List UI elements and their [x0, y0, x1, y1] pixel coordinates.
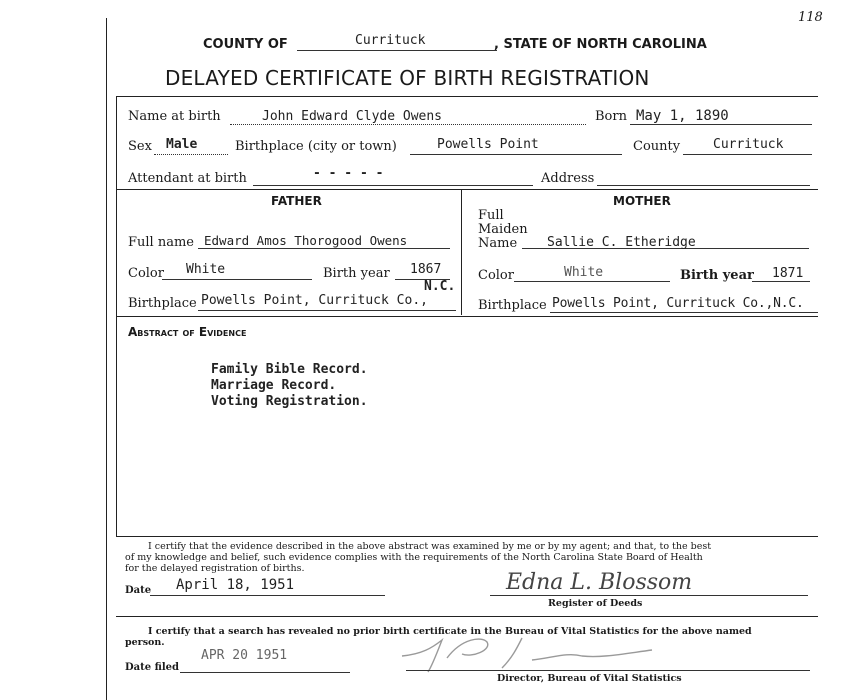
father-birthplace-value: Powells Point, Currituck Co., [201, 293, 428, 308]
page-number: 118 [798, 10, 823, 25]
birthplace-value: Powells Point [437, 137, 539, 152]
father-birthplace-underline [198, 310, 456, 311]
date-filed-underline [180, 672, 350, 673]
child-county-value: Currituck [713, 137, 784, 152]
header-divider [116, 96, 818, 97]
parents-bottom-divider [116, 316, 818, 317]
evidence-heading: Abstract of Evidence [128, 325, 247, 339]
left-border [106, 18, 107, 700]
parents-column-divider [461, 189, 462, 315]
mother-name-label-maiden: Maiden [478, 222, 528, 237]
mother-birthplace-underline [550, 312, 818, 313]
date-filed-label: Date filed [125, 662, 180, 673]
date-filed-stamp: APR 20 1951 [201, 648, 288, 663]
birthplace-label: Birthplace (city or town) [235, 139, 397, 154]
state-label: , STATE OF NORTH CAROLINA [494, 37, 707, 52]
page-title: DELAYED CERTIFICATE OF BIRTH REGISTRATION [165, 66, 650, 90]
county-underline [297, 50, 497, 51]
address-underline [597, 185, 810, 186]
father-birth-year-value: 1867 [410, 262, 442, 277]
address-label: Address [541, 171, 595, 186]
register-cert-text-2: of my knowledge and belief, such evidence complies with the requirements of the North Carolina State Board of Health [125, 552, 703, 563]
father-name-underline [198, 248, 450, 249]
mother-birth-year-underline [752, 281, 810, 282]
sex-value: Male [166, 137, 198, 152]
father-birthplace-state: N.C. [424, 279, 456, 294]
father-name-label: Full name [128, 235, 194, 250]
mother-color-value: White [564, 265, 604, 280]
bureau-cert-text-1: I certify that a search has revealed no prior birth certificate in the Bureau of Vital Statistics for the above named [148, 626, 752, 637]
register-cert-text-1: I certify that the evidence described in the above abstract was examined by me or by my agent; and that, to the best [148, 541, 712, 552]
father-birthplace-label: Birthplace [128, 296, 197, 311]
father-color-underline [162, 279, 312, 280]
county-label: COUNTY OF [203, 37, 288, 52]
mother-name-value: Sallie C. Etheridge [547, 235, 696, 250]
bureau-divider [116, 616, 818, 617]
name-at-birth-label: Name at birth [128, 109, 221, 124]
attendant-label: Attendant at birth [128, 171, 247, 186]
attendant-underline [253, 185, 533, 186]
attendant-value: - - - - - [313, 166, 384, 181]
parents-top-divider [116, 189, 818, 190]
register-date-value: April 18, 1951 [176, 577, 295, 593]
mother-color-underline [514, 281, 670, 282]
mother-heading: MOTHER [613, 194, 671, 208]
register-date-underline [150, 595, 385, 596]
register-cert-text-3: for the delayed registration of births. [125, 563, 305, 574]
name-at-birth-value: John Edward Clyde Owens [262, 109, 443, 124]
born-value: May 1, 1890 [636, 108, 729, 124]
director-signer-title: Director, Bureau of Vital Statistics [497, 673, 682, 684]
director-signature-line [406, 670, 810, 671]
mother-name-label-full: Full [478, 208, 504, 223]
evidence-item: Family Bible Record. [211, 362, 368, 377]
name-underline [230, 124, 586, 125]
born-label: Born [595, 109, 627, 124]
mother-birthplace-label: Birthplace [478, 298, 547, 313]
county-value: Currituck [355, 33, 426, 48]
child-county-underline [683, 154, 812, 155]
evidence-item: Voting Registration. [211, 394, 368, 409]
birthplace-underline [410, 154, 622, 155]
mother-birthplace-value: Powells Point, Currituck Co.,N.C. [552, 296, 804, 311]
mother-birth-year-value: 1871 [772, 266, 804, 281]
evidence-item: Marriage Record. [211, 378, 337, 393]
father-heading: FATHER [271, 194, 322, 208]
sex-label: Sex [128, 139, 152, 154]
father-birth-year-label: Birth year [323, 266, 390, 281]
register-signer-title: Register of Deeds [548, 598, 643, 609]
father-name-value: Edward Amos Thorogood Owens [204, 233, 408, 248]
sex-underline [154, 154, 228, 155]
register-date-label: Date [125, 585, 152, 596]
mother-name-label-name: Name [478, 236, 518, 251]
father-color-value: White [186, 262, 226, 277]
father-color-label: Color [128, 266, 164, 281]
register-signature-line [490, 595, 808, 596]
child-county-label: County [633, 139, 681, 154]
register-signature: Edna L. Blossom [506, 570, 693, 595]
mother-birth-year-label: Birth year [680, 268, 754, 283]
certification-divider [116, 536, 818, 537]
bureau-cert-text-2: person. [125, 637, 165, 648]
mother-color-label: Color [478, 268, 514, 283]
born-underline [630, 124, 812, 125]
